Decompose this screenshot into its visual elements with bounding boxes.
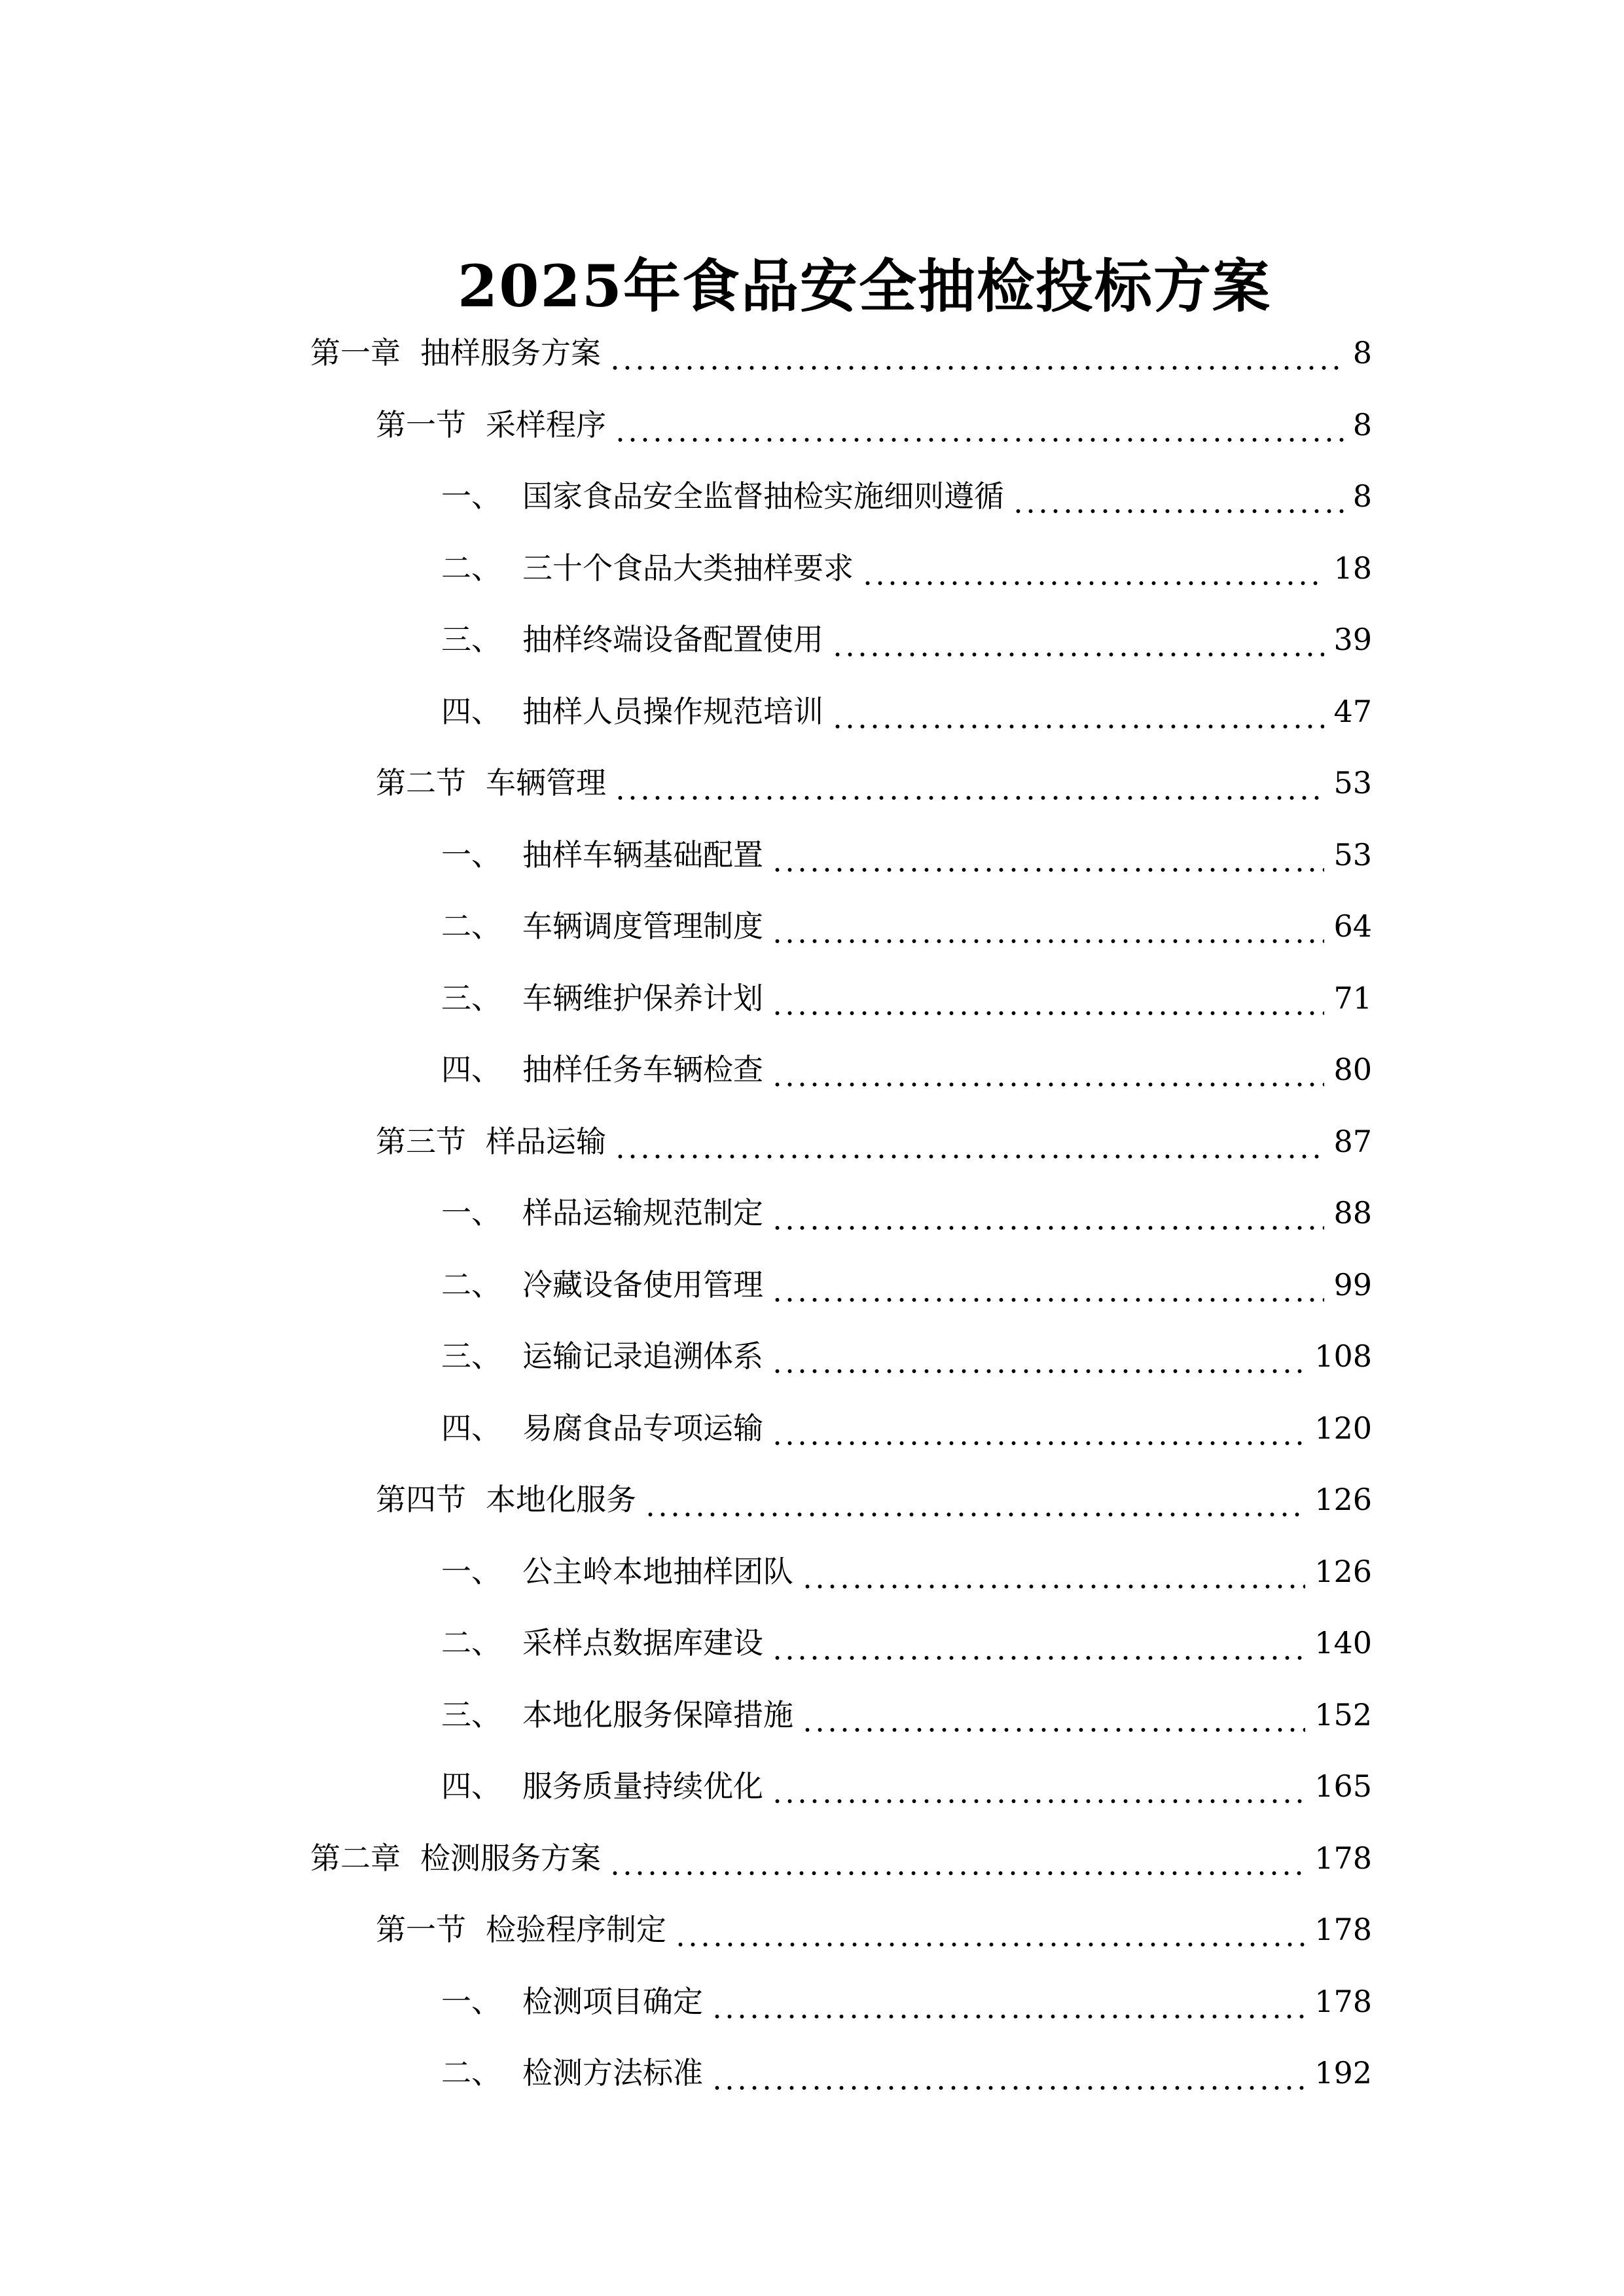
toc-entry[interactable] (441, 1542, 1372, 1601)
toc-entry-number: 二、 (441, 2055, 501, 2090)
toc-entry-number: 四、 (441, 1410, 501, 1446)
toc-entry-title: 采样点数据库建设 (522, 1625, 763, 1660)
toc-entry-title: 易腐食品专项运输 (522, 1410, 763, 1446)
toc-entry-page-number: 53 (1333, 765, 1372, 800)
dot-leader (801, 1542, 1305, 1601)
toc-entry-title: 样品运输 (486, 1123, 606, 1159)
toc-entry-number: 第一节 (376, 1912, 466, 1947)
toc-entry-number: 四、 (441, 1052, 501, 1087)
toc-entry-title: 抽样车辆基础配置 (522, 836, 763, 872)
toc-entry[interactable] (376, 1112, 1372, 1171)
dot-leader (644, 1470, 1305, 1529)
toc-entry[interactable] (441, 1040, 1372, 1099)
toc-entry[interactable] (441, 1685, 1372, 1744)
toc-entry-title: 检测项目确定 (522, 1983, 703, 2019)
toc-entry-number: 第二节 (376, 765, 466, 800)
toc-entry[interactable] (441, 2043, 1372, 2102)
toc-entry-page-number: 64 (1333, 908, 1372, 944)
dot-leader (771, 897, 1324, 956)
toc-entry-title: 本地化服务保障措施 (522, 1696, 793, 1732)
toc-entry-number: 第三节 (376, 1123, 466, 1159)
toc-entry[interactable] (441, 1183, 1372, 1242)
toc-entry[interactable] (376, 1900, 1372, 1959)
dot-leader (1012, 467, 1344, 526)
toc-entry-title: 公主岭本地抽样团队 (522, 1553, 793, 1589)
dot-leader (771, 1399, 1305, 1458)
dot-leader (609, 1829, 1305, 1888)
toc-entry-title: 样品运输规范制定 (522, 1195, 763, 1230)
toc-entry[interactable] (441, 1613, 1372, 1672)
toc-entry-title: 运输记录追溯体系 (522, 1338, 763, 1374)
toc-entry-title: 抽样任务车辆检查 (522, 1052, 763, 1087)
toc-entry-page-number: 87 (1333, 1123, 1372, 1159)
toc-entry-page-number: 178 (1314, 1912, 1372, 1947)
dot-leader (771, 1040, 1324, 1099)
dot-leader (614, 395, 1344, 454)
toc-entry[interactable] (441, 1972, 1372, 2031)
toc-entry-number: 一、 (441, 836, 501, 872)
toc-entry-page-number: 178 (1314, 1840, 1372, 1876)
toc-entry-number: 第二章 (310, 1840, 401, 1876)
dot-leader (771, 969, 1324, 1028)
toc-entry[interactable] (441, 1327, 1372, 1386)
toc-entry[interactable] (441, 1255, 1372, 1314)
toc-entry[interactable] (441, 467, 1372, 526)
toc-entry[interactable] (310, 323, 1372, 382)
toc-entry-page-number: 126 (1314, 1482, 1372, 1517)
dot-leader (831, 682, 1324, 741)
toc-entry[interactable] (376, 1470, 1372, 1529)
toc-entry-title: 三十个食品大类抽样要求 (522, 550, 854, 586)
toc-entry-number: 第一章 (310, 335, 401, 370)
toc-entry[interactable] (441, 1399, 1372, 1458)
document-title: 2025年食品安全抽检投标方案 (458, 251, 1271, 320)
dot-leader (831, 610, 1324, 669)
toc-entry[interactable] (441, 539, 1372, 598)
dot-leader (861, 539, 1324, 598)
dot-leader (614, 1112, 1324, 1171)
toc-entry-page-number: 165 (1314, 1768, 1372, 1804)
toc-entry[interactable] (441, 825, 1372, 884)
toc-entry-title: 抽样服务方案 (420, 335, 601, 370)
toc-entry-number: 三、 (441, 1696, 501, 1732)
dot-leader (674, 1900, 1305, 1959)
toc-entry-page-number: 178 (1314, 1983, 1372, 2019)
toc-entry[interactable] (376, 753, 1372, 812)
toc-entry-number: 二、 (441, 1266, 501, 1302)
toc-entry-page-number: 80 (1333, 1052, 1372, 1087)
toc-entry-page-number: 126 (1314, 1553, 1372, 1589)
toc-entry-title: 冷藏设备使用管理 (522, 1266, 763, 1302)
toc-entry-title: 检验程序制定 (486, 1912, 666, 1947)
toc-entry-page-number: 140 (1314, 1625, 1372, 1660)
toc-entry-title: 服务质量持续优化 (522, 1768, 763, 1804)
toc-entry-number: 四、 (441, 693, 501, 729)
toc-entry-number: 一、 (441, 1553, 501, 1589)
toc-entry-number: 一、 (441, 1983, 501, 2019)
toc-entry-title: 检测服务方案 (420, 1840, 601, 1876)
toc-entry-title: 本地化服务 (486, 1482, 636, 1517)
toc-entry-number: 二、 (441, 550, 501, 586)
dot-leader (711, 1972, 1305, 2031)
toc-entry-page-number: 8 (1352, 406, 1372, 442)
toc-entry-page-number: 192 (1314, 2055, 1372, 2090)
toc-entry-title: 车辆维护保养计划 (522, 980, 763, 1016)
toc-entry-page-number: 39 (1333, 622, 1372, 657)
toc-entry-number: 一、 (441, 1195, 501, 1230)
toc-entry-title: 抽样终端设备配置使用 (522, 622, 823, 657)
dot-leader (711, 2043, 1305, 2102)
toc-entry[interactable] (376, 395, 1372, 454)
toc-entry-title: 检测方法标准 (522, 2055, 703, 2090)
dot-leader (771, 1613, 1305, 1672)
dot-leader (614, 753, 1324, 812)
toc-entry-page-number: 108 (1314, 1338, 1372, 1374)
toc-entry-page-number: 152 (1314, 1696, 1372, 1732)
toc-entry-number: 第一节 (376, 406, 466, 442)
toc-entry-title: 抽样人员操作规范培训 (522, 693, 823, 729)
dot-leader (801, 1685, 1305, 1744)
toc-entry-page-number: 120 (1314, 1410, 1372, 1446)
dot-leader (771, 1757, 1305, 1816)
toc-entry-page-number: 88 (1333, 1195, 1372, 1230)
toc-entry-number: 二、 (441, 1625, 501, 1660)
dot-leader (771, 1255, 1324, 1314)
toc-entry[interactable] (441, 897, 1372, 956)
toc-entry[interactable] (441, 1757, 1372, 1816)
toc-entry-title: 国家食品安全监督抽检实施细则遵循 (522, 478, 1004, 514)
toc-entry-number: 一、 (441, 478, 501, 514)
toc-entry-number: 二、 (441, 908, 501, 944)
toc-entry-page-number: 8 (1352, 335, 1372, 370)
toc-entry-title: 车辆调度管理制度 (522, 908, 763, 944)
toc-entry-title: 车辆管理 (486, 765, 606, 800)
toc-entry-page-number: 53 (1333, 836, 1372, 872)
toc-entry-number: 四、 (441, 1768, 501, 1804)
toc-entry-number: 三、 (441, 980, 501, 1016)
toc-entry-title: 采样程序 (486, 406, 606, 442)
toc-entry[interactable] (441, 610, 1372, 669)
dot-leader (771, 1183, 1324, 1242)
toc-entry[interactable] (441, 682, 1372, 741)
toc-entry-page-number: 18 (1333, 550, 1372, 586)
dot-leader (771, 1327, 1305, 1386)
toc-entry-number: 三、 (441, 622, 501, 657)
toc-entry-number: 第四节 (376, 1482, 466, 1517)
toc-entry-page-number: 71 (1333, 980, 1372, 1016)
toc-entry-page-number: 99 (1333, 1266, 1372, 1302)
dot-leader (771, 825, 1324, 884)
toc-entry-page-number: 47 (1333, 693, 1372, 729)
toc-entry[interactable] (310, 1829, 1372, 1888)
toc-entry-number: 三、 (441, 1338, 501, 1374)
toc-entry[interactable] (441, 969, 1372, 1028)
dot-leader (609, 323, 1344, 382)
toc-entry-page-number: 8 (1352, 478, 1372, 514)
